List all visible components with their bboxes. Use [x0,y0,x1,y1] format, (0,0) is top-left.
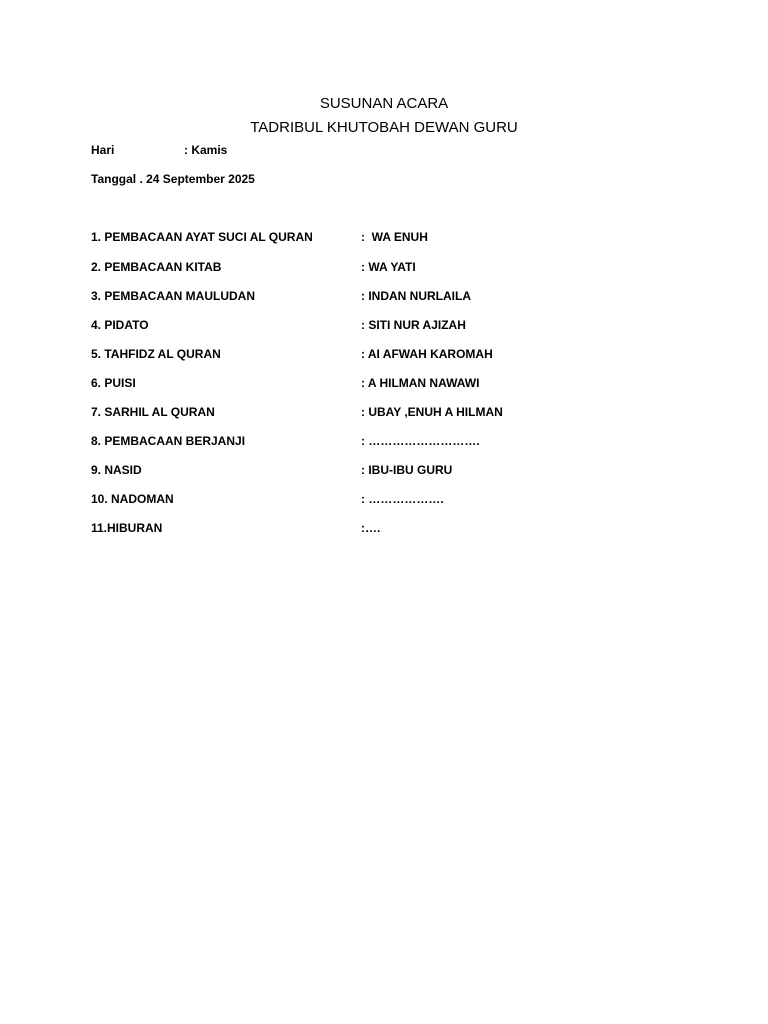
agenda-row [0,492,768,512]
agenda-person: : WA ENUH [361,230,428,244]
hari-value: : Kamis [184,143,228,157]
document-subtitle: TADRIBUL KHUTOBAH DEWAN GURU [250,119,518,136]
tanggal-line: Tanggal . 24 September 2025 [91,172,255,186]
agenda-person: : UBAY ,ENUH A HILMAN [361,405,503,419]
agenda-item: 11.HIBURAN [91,521,163,535]
agenda-person: : IBU-IBU GURU [361,463,453,477]
agenda-row [0,347,768,367]
agenda-row [0,434,768,454]
agenda-item: 2. PEMBACAAN KITAB [91,260,222,274]
agenda-row [0,521,768,541]
agenda-row [0,260,768,280]
agenda-person: : AI AFWAH KAROMAH [361,347,493,361]
agenda-row [0,318,768,338]
agenda-person: : ………………. [361,492,444,506]
agenda-person: : INDAN NURLAILA [361,289,471,303]
agenda-person: : WA YATI [361,260,416,274]
agenda-person: : ………………………. [361,434,480,448]
agenda-item: 9. NASID [91,463,142,477]
hari-label: Hari [91,143,115,157]
agenda-item: 8. PEMBACAAN BERJANJI [91,434,246,448]
agenda-person: : SITI NUR AJIZAH [361,318,466,332]
agenda-item: 5. TAHFIDZ AL QURAN [91,347,221,361]
agenda-item: 3. PEMBACAAN MAULUDAN [91,289,255,303]
agenda-item: 10. NADOMAN [91,492,174,506]
agenda-person: : A HILMAN NAWAWI [361,376,480,390]
agenda-row [0,376,768,396]
agenda-person: :…. [361,521,381,535]
agenda-row [0,230,768,250]
agenda-row [0,405,768,425]
agenda-row [0,463,768,483]
agenda-item: 4. PIDATO [91,318,149,332]
agenda-row [0,289,768,309]
agenda-item: 7. SARHIL AL QURAN [91,405,215,419]
agenda-item: 6. PUISI [91,376,136,390]
agenda-item: 1. PEMBACAAN AYAT SUCI AL QURAN [91,230,313,244]
document-title: SUSUNAN ACARA [319,95,449,112]
